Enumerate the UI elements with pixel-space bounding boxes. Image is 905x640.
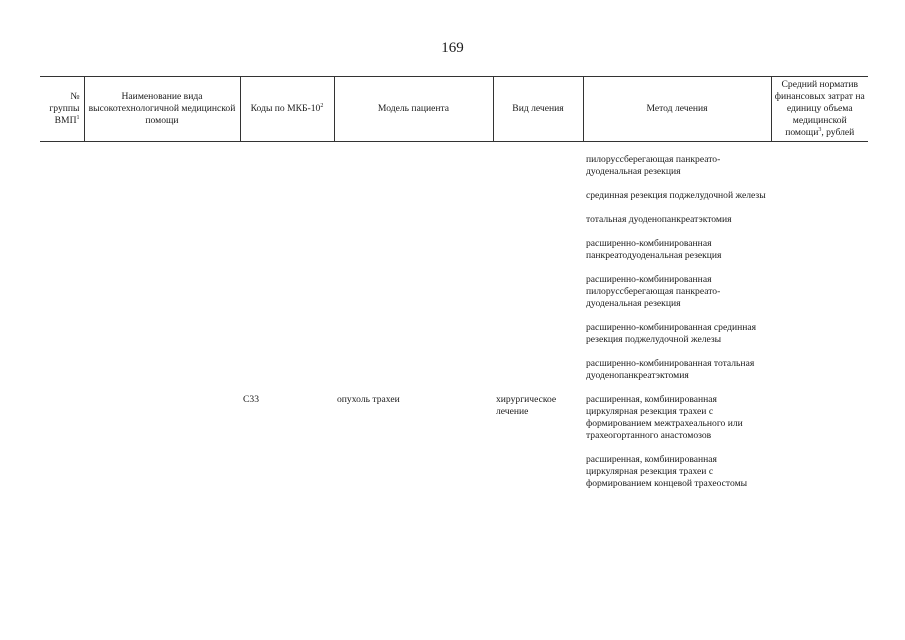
table-row	[40, 154, 868, 382]
method-item: расширенно-комбинированная панкреатодуоденальная резекция	[586, 238, 722, 261]
header-name: Наименование вида высокотехнологичной медицинской помощи	[84, 77, 240, 142]
header-treatment: Вид лечения	[493, 77, 583, 142]
header-codes: Коды по МКБ-$10^2$	[240, 77, 334, 142]
method-list	[583, 154, 771, 382]
icd-code-cell: C33	[243, 394, 259, 405]
header-model: Модель пациента	[334, 77, 493, 142]
method-item: расширенно-комбинированная тотальная дуоденопанкреатэктомия	[586, 358, 755, 381]
page-number: 169	[441, 40, 464, 56]
table-header-row	[40, 77, 868, 142]
method-item: расширенно-комбинированная срединная резекция поджелудочной железы	[586, 322, 757, 345]
method-item: тотальная дуоденопанкреатэктомия	[586, 214, 732, 225]
method-list	[583, 394, 771, 490]
header-group: № группы ВМП$^1$	[40, 77, 84, 142]
method-item: пилоруссберегающая панкреато-дуоденальная резекция	[586, 154, 721, 177]
header-cost: Средний норматив финансовых затрат на единицу объема медицинской помощи$^3$, рублей	[771, 77, 868, 142]
method-item: срединная резекция поджелудочной железы	[586, 190, 766, 201]
treatment-type-cell: хирургическое лечение	[496, 394, 557, 417]
method-item: расширенно-комбинированная пилоруссберегающая панкреато-дуоденальная резекция	[586, 274, 721, 309]
patient-model-cell: опухоль трахеи	[337, 394, 400, 405]
vmp-table	[40, 76, 868, 490]
method-item: расширенная, комбинированная циркулярная резекция трахеи с формированием концевой трахеостомы	[586, 454, 748, 489]
table-row	[40, 394, 868, 490]
header-method: Метод лечения	[583, 77, 771, 142]
method-item: расширенная, комбинированная циркулярная резекция трахеи с формированием межтрахеального или трахеогортанного анастомозов	[586, 394, 743, 441]
